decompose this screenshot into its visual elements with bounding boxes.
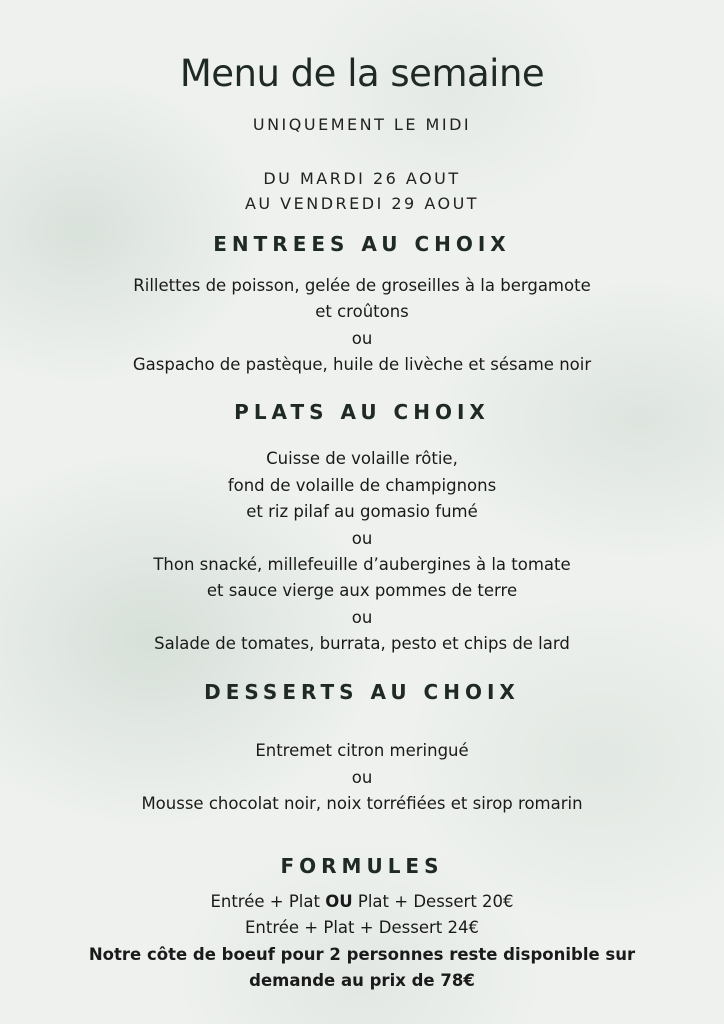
formule-note-2: demande au prix de 78€ (249, 971, 475, 990)
formule-text: Entrée + Plat (210, 892, 326, 911)
entrees-title: ENTREES AU CHOIX (213, 232, 511, 256)
plat-line: Thon snacké, millefeuille d’aubergines à la tomate (153, 555, 571, 574)
formule-or: OU (325, 892, 353, 911)
page-title: Menu de la semaine (179, 52, 545, 95)
entree-line: Gaspacho de pastèque, huile de livèche et sésame noir (132, 355, 592, 374)
formule-note-1: Notre côte de boeuf pour 2 personnes reste disponible sur (88, 945, 636, 964)
plat-line: Salade de tomates, burrata, pesto et chips de lard (154, 634, 570, 653)
formule-line-2: Entrée + Plat + Dessert 24€ (244, 918, 479, 937)
subtitle: UNIQUEMENT LE MIDI (252, 115, 472, 134)
plat-line: et riz pilaf au gomasio fumé (246, 502, 478, 521)
dessert-line: Mousse chocolat noir, noix torréfiées et sirop romarin (141, 794, 583, 813)
date-line-2: AU VENDREDI 29 AOUT (244, 194, 480, 213)
plat-line: Cuisse de volaille rôtie, (266, 449, 458, 468)
entree-line: Rillettes de poisson, gelée de groseilles à la bergamote (133, 276, 591, 295)
formule-text: Plat + Dessert 20€ (352, 892, 514, 911)
dessert-line: Entremet citron meringué (255, 741, 469, 760)
plat-line: et sauce vierge aux pommes de terre (206, 581, 518, 600)
plat-separator: ou (351, 608, 373, 627)
formule-line-1 (0, 892, 724, 911)
plats-title: PLATS AU CHOIX (234, 400, 490, 424)
formules-title: FORMULES (280, 854, 444, 878)
entree-separator: ou (351, 329, 373, 348)
date-line-1: DU MARDI 26 AOUT (263, 169, 461, 188)
desserts-title: DESSERTS AU CHOIX (204, 680, 520, 704)
entree-line: et croûtons (315, 302, 409, 321)
dessert-separator: ou (351, 768, 373, 787)
plat-line: fond de volaille de champignons (227, 476, 497, 495)
plat-separator: ou (351, 529, 373, 548)
